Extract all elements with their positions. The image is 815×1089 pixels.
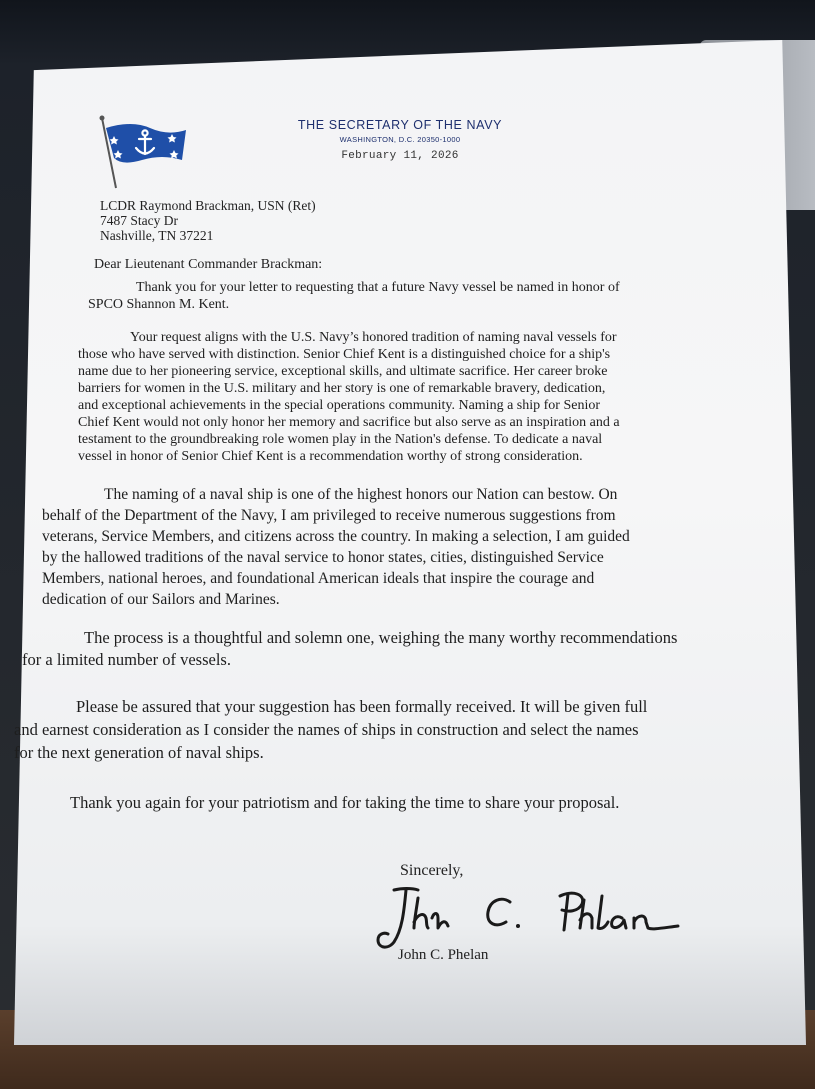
paragraph-line: veterans, Service Members, and citizens across the country. In making a selection, I am guided (42, 528, 630, 545)
paragraph-line: Thank you again for your patriotism and for taking the time to share your proposal. (70, 793, 620, 812)
letterhead-title: THE SECRETARY OF THE NAVY (297, 118, 503, 132)
paragraph-line: for the next generation of naval ships. (14, 743, 264, 762)
paragraph-line: SPCO Shannon M. Kent. (88, 296, 230, 312)
paragraph-line: by the hallowed traditions of the naval service to honor states, cities, distinguished Service (42, 549, 604, 566)
letterhead-address: WASHINGTON, D.C. 20350-1000 (339, 135, 461, 144)
closing: Sincerely, (400, 862, 464, 879)
paragraph-line: The naming of a naval ship is one of the highest honors our Nation can bestow. On (104, 486, 618, 503)
paragraph-line: The process is a thoughtful and solemn one, weighing the many worthy recommendations (84, 628, 678, 647)
salutation: Dear Lieutenant Commander Brackman: (94, 257, 323, 272)
paragraph-line: barriers for women in the U.S. military and her story is one of remarkable bravery, dedication, (78, 381, 606, 396)
paragraph-line: name due to her pioneering service, exceptional skills, and ultimate sacrifice. Her career broke (78, 364, 608, 379)
paragraph-line: for a limited number of vessels. (22, 650, 231, 669)
paragraph-tradition (78, 329, 620, 465)
paragraph-line: dedication of our Sailors and Marines. (42, 591, 280, 608)
recipient-city: Nashville, TN 37221 (100, 228, 214, 243)
paragraph-line: and exceptional achievements in the special operations community. Naming a ship for Senior (78, 398, 600, 413)
letter-date: February 11, 2026 (341, 150, 459, 162)
signer-name: John C. Phelan (398, 947, 489, 963)
navy-flag-icon (92, 114, 192, 194)
paragraph-line: vessel in honor of Senior Chief Kent is a recommendation worthy of strong consideration. (78, 449, 583, 464)
paragraph-line: Members, national heroes, and foundational American ideals that inspire the courage and (42, 570, 595, 587)
recipient-name: LCDR Raymond Brackman, USN (Ret) (100, 198, 316, 213)
paragraph-line: Your request aligns with the U.S. Navy’s honored tradition of naming naval vessels for (130, 330, 617, 345)
paragraph-line: testament to the groundbreaking role women play in the Nation's defense. To dedicate a naval (78, 432, 603, 447)
paragraph-line: those who have served with distinction. Senior Chief Kent is a distinguished choice for a ship's (78, 347, 611, 362)
paragraph-assurance (14, 695, 647, 764)
paragraph-process (22, 627, 677, 671)
paragraph-thanks (70, 791, 619, 814)
paragraph-naming-honor (42, 484, 630, 610)
paragraph-request (88, 280, 620, 313)
recipient-address (100, 198, 316, 243)
paragraph-line: Please be assured that your suggestion has been formally received. It will be given full (76, 697, 648, 716)
paragraph-line: Chief Kent would not only honor her memory and sacrifice but also serve as an inspiration and a (78, 415, 620, 430)
recipient-street: 7487 Stacy Dr (100, 213, 178, 228)
letterhead (250, 118, 550, 162)
paragraph-line: Thank you for your letter to requesting that a future Navy vessel be named in honor of (136, 280, 620, 295)
paragraph-line: and earnest consideration as I consider the names of ships in construction and select the names (14, 720, 639, 739)
paragraph-line: behalf of the Department of the Navy, I am privileged to receive numerous suggestions from (42, 507, 616, 524)
